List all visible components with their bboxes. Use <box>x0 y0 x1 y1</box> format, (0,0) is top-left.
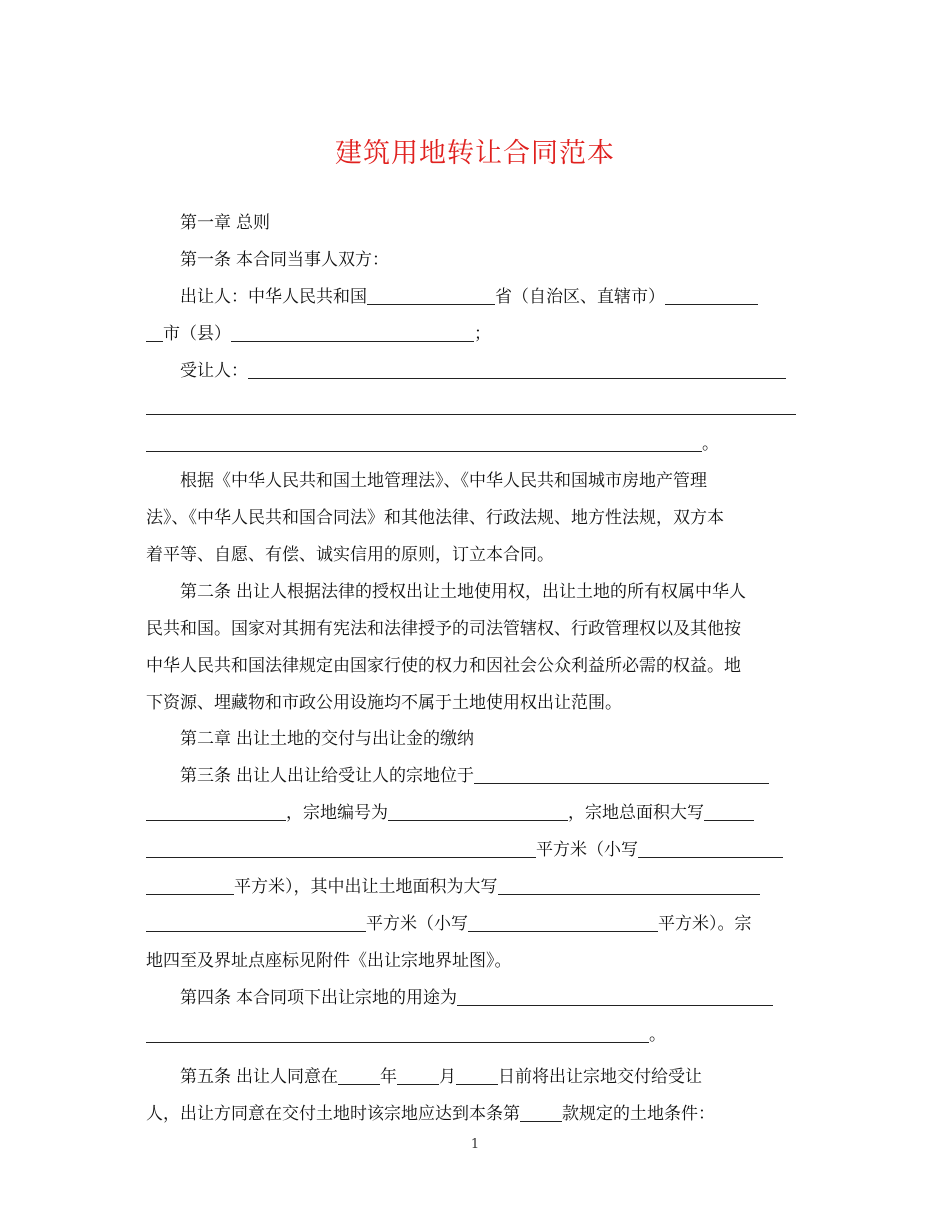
blank-field[interactable] <box>146 433 702 452</box>
blank-field[interactable] <box>468 913 658 932</box>
blank-field[interactable] <box>498 876 760 895</box>
blank-field[interactable] <box>338 1066 380 1085</box>
article-2-line: 民共和国。国家对其拥有宪法和法律授予的司法管辖权、行政管理权以及其他按 <box>146 618 741 639</box>
transferor-line: 出让人：中华人民共和国 省（自治区、直辖市） <box>146 279 798 316</box>
blank-field[interactable] <box>146 839 536 858</box>
article-3-line: ，宗地编号为 ，宗地总面积大写 <box>146 795 798 832</box>
transferee-line: 受让人： <box>146 353 798 390</box>
blank-field[interactable] <box>146 323 163 342</box>
transferee-line-2 <box>146 389 798 426</box>
blank-field[interactable] <box>146 802 286 821</box>
document-title: 建筑用地转让合同范本 <box>335 138 615 169</box>
article-2-line: 中华人民共和国法律规定由国家行使的权力和因社会公众利益所必需的权益。地 <box>146 655 741 676</box>
blank-field[interactable] <box>456 1066 498 1085</box>
blank-field[interactable] <box>367 286 495 305</box>
article-3-line: 第三条 出让人出让给受让人的宗地位于 <box>146 758 798 795</box>
article-1: 第一条 本合同当事人双方： <box>180 249 389 270</box>
page-number: 1 <box>470 1137 480 1152</box>
blank-field[interactable] <box>397 1066 439 1085</box>
blank-field[interactable] <box>388 802 568 821</box>
document-body <box>146 205 798 1133</box>
basis-paragraph-line: 法》、《中华人民共和国合同法》和其他法律、行政法规、地方性法规，双方本 <box>146 508 724 529</box>
article-5-line: 人，出让方同意在交付土地时该宗地应达到本条第 款规定的土地条件： <box>146 1104 715 1125</box>
chapter-1-heading: 第一章 总则 <box>180 213 270 233</box>
transferee-line-3: 。 <box>146 426 798 463</box>
article-4-line: 。 <box>146 1017 798 1054</box>
article-3-line: 平方米（小写 平方米）。宗 <box>146 906 798 943</box>
blank-field[interactable] <box>520 1103 562 1122</box>
blank-field[interactable] <box>457 987 773 1006</box>
blank-field[interactable] <box>248 360 786 379</box>
basis-paragraph-line: 根据《中华人民共和国土地管理法》、《中华人民共和国城市房地产管理 <box>180 471 707 492</box>
article-3-line: 地四至及界址点座标见附件《出让宗地界址图》。 <box>146 950 512 971</box>
chapter-2-heading: 第二章 出让土地的交付与出让金的缴纳 <box>180 729 474 750</box>
article-5-line: 第五条 出让人同意在 年 月 日前将出让宗地交付给受让 <box>180 1067 702 1088</box>
blank-field[interactable] <box>638 839 783 858</box>
blank-field[interactable] <box>146 396 796 415</box>
blank-field[interactable] <box>146 913 366 932</box>
article-2-line: 下资源、埋藏物和市政公用设施均不属于土地使用权出让范围。 <box>146 692 622 713</box>
blank-field[interactable] <box>665 286 758 305</box>
blank-field[interactable] <box>474 765 769 784</box>
blank-field[interactable] <box>146 1024 649 1043</box>
basis-paragraph-line: 着平等、自愿、有偿、诚实信用的原则，订立本合同。 <box>146 545 554 566</box>
blank-field[interactable] <box>704 802 754 821</box>
article-4-line: 第四条 本合同项下出让宗地的用途为 <box>146 980 798 1017</box>
city-line: 市（县） ； <box>146 316 798 353</box>
blank-field[interactable] <box>231 323 474 342</box>
article-2-line: 第二条 出让人根据法律的授权出让土地使用权，出让土地的所有权属中华人 <box>180 581 746 602</box>
article-3-line: 平方米（小写 <box>146 832 798 869</box>
article-3-line: 平方米），其中出让土地面积为大写 <box>146 869 798 906</box>
blank-field[interactable] <box>146 876 234 895</box>
